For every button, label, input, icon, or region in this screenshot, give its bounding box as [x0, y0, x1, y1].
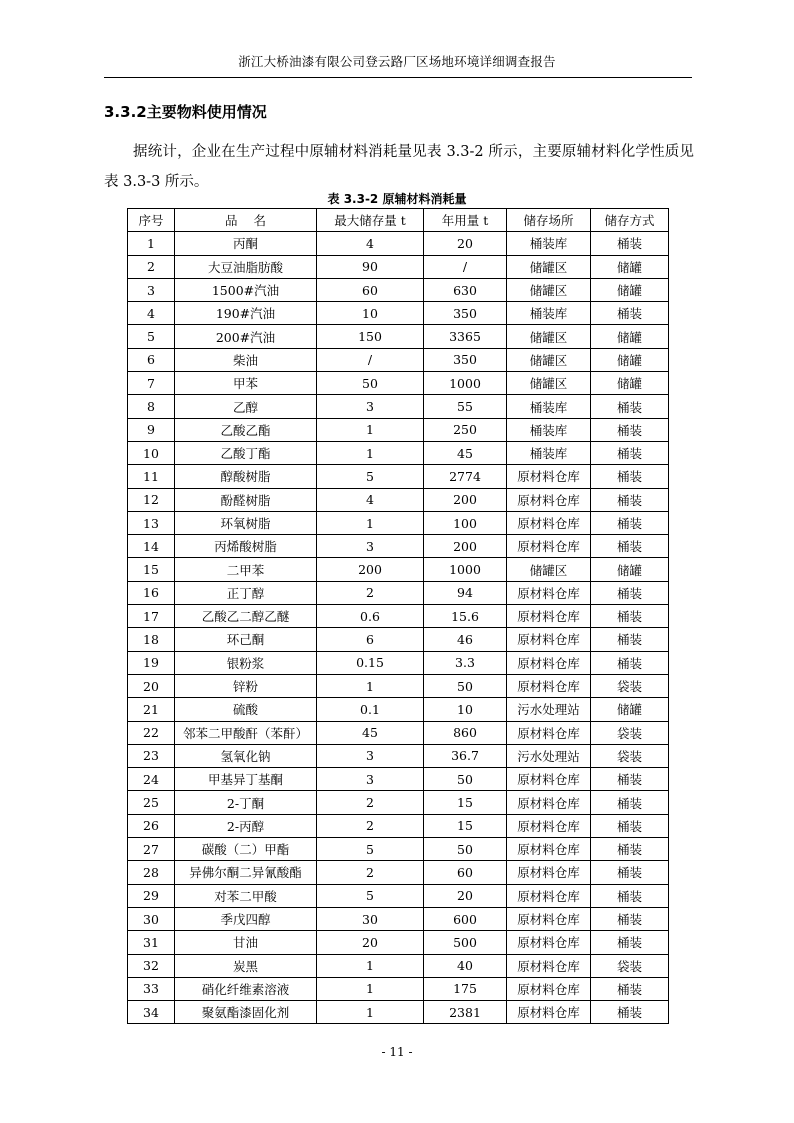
cell-serial: 32: [128, 954, 175, 977]
cell-serial: 21: [128, 698, 175, 721]
cell-storage-location: 储罐区: [507, 372, 591, 395]
cell-storage-location: 原材料仓库: [507, 768, 591, 791]
cell-storage-location: 储罐区: [507, 558, 591, 581]
cell-annual-usage: 20: [424, 884, 507, 907]
cell-annual-usage: 40: [424, 954, 507, 977]
cell-material-name: 锌粉: [175, 674, 317, 697]
cell-serial: 4: [128, 302, 175, 325]
cell-annual-usage: 2381: [424, 1001, 507, 1024]
table-row: [128, 232, 669, 255]
cell-storage-location: 原材料仓库: [507, 465, 591, 488]
cell-storage-method: 桶装: [591, 418, 669, 441]
cell-storage-location: 原材料仓库: [507, 511, 591, 534]
cell-annual-usage: 50: [424, 674, 507, 697]
cell-annual-usage: 200: [424, 488, 507, 511]
table-row: [128, 278, 669, 301]
cell-storage-location: 桶装库: [507, 418, 591, 441]
table-row: [128, 395, 669, 418]
cell-serial: 22: [128, 721, 175, 744]
cell-serial: 11: [128, 465, 175, 488]
cell-annual-usage: 350: [424, 348, 507, 371]
cell-material-name: 正丁醇: [175, 581, 317, 604]
cell-max-storage: 2: [317, 814, 424, 837]
cell-annual-usage: /: [424, 255, 507, 278]
table-row: [128, 838, 669, 861]
cell-storage-location: 原材料仓库: [507, 791, 591, 814]
cell-storage-method: 桶装: [591, 861, 669, 884]
cell-material-name: 丙烯酸树脂: [175, 535, 317, 558]
cell-max-storage: 50: [317, 372, 424, 395]
cell-serial: 16: [128, 581, 175, 604]
cell-serial: 30: [128, 907, 175, 930]
section-heading: 3.3.2主要物料使用情况: [104, 103, 267, 121]
cell-max-storage: 0.15: [317, 651, 424, 674]
cell-storage-method: 桶装: [591, 395, 669, 418]
cell-max-storage: 60: [317, 278, 424, 301]
cell-storage-location: 桶装库: [507, 232, 591, 255]
table-row: [128, 488, 669, 511]
table-row: [128, 441, 669, 464]
cell-serial: 29: [128, 884, 175, 907]
cell-storage-location: 原材料仓库: [507, 628, 591, 651]
cell-serial: 14: [128, 535, 175, 558]
cell-material-name: 190#汽油: [175, 302, 317, 325]
cell-material-name: 季戊四醇: [175, 907, 317, 930]
cell-max-storage: 1: [317, 441, 424, 464]
cell-storage-method: 桶装: [591, 977, 669, 1000]
column-header-storage-location: 储存场所: [507, 209, 591, 232]
cell-material-name: 氢氧化钠: [175, 744, 317, 767]
table-row: [128, 861, 669, 884]
table-row: [128, 605, 669, 628]
cell-storage-method: 袋装: [591, 954, 669, 977]
cell-material-name: 银粉浆: [175, 651, 317, 674]
cell-storage-method: 桶装: [591, 605, 669, 628]
table-row: [128, 511, 669, 534]
cell-serial: 28: [128, 861, 175, 884]
cell-annual-usage: 200: [424, 535, 507, 558]
cell-storage-method: 袋装: [591, 674, 669, 697]
cell-material-name: 1500#汽油: [175, 278, 317, 301]
table-row: [128, 628, 669, 651]
cell-storage-location: 原材料仓库: [507, 931, 591, 954]
cell-annual-usage: 60: [424, 861, 507, 884]
cell-serial: 26: [128, 814, 175, 837]
cell-storage-location: 原材料仓库: [507, 605, 591, 628]
cell-storage-location: 桶装库: [507, 302, 591, 325]
cell-serial: 15: [128, 558, 175, 581]
cell-annual-usage: 15: [424, 814, 507, 837]
table-row: [128, 931, 669, 954]
cell-annual-usage: 100: [424, 511, 507, 534]
table-row: [128, 535, 669, 558]
cell-storage-location: 原材料仓库: [507, 1001, 591, 1024]
cell-max-storage: 6: [317, 628, 424, 651]
cell-max-storage: 3: [317, 768, 424, 791]
table-row: [128, 348, 669, 371]
cell-max-storage: 1: [317, 954, 424, 977]
table-row: [128, 791, 669, 814]
cell-max-storage: 90: [317, 255, 424, 278]
cell-storage-location: 原材料仓库: [507, 977, 591, 1000]
table-row: [128, 698, 669, 721]
cell-annual-usage: 10: [424, 698, 507, 721]
cell-storage-location: 原材料仓库: [507, 581, 591, 604]
table-row: [128, 744, 669, 767]
cell-storage-method: 桶装: [591, 1001, 669, 1024]
cell-annual-usage: 3.3: [424, 651, 507, 674]
table-row: [128, 768, 669, 791]
cell-annual-usage: 860: [424, 721, 507, 744]
cell-storage-method: 桶装: [591, 465, 669, 488]
cell-serial: 8: [128, 395, 175, 418]
cell-max-storage: 150: [317, 325, 424, 348]
cell-storage-method: 桶装: [591, 907, 669, 930]
cell-annual-usage: 46: [424, 628, 507, 651]
cell-storage-method: 储罐: [591, 348, 669, 371]
table-row: [128, 814, 669, 837]
cell-max-storage: 20: [317, 931, 424, 954]
cell-material-name: 二甲苯: [175, 558, 317, 581]
cell-serial: 12: [128, 488, 175, 511]
table-row: [128, 977, 669, 1000]
cell-max-storage: 1: [317, 977, 424, 1000]
table-row: [128, 884, 669, 907]
cell-annual-usage: 600: [424, 907, 507, 930]
cell-material-name: 2-丁酮: [175, 791, 317, 814]
cell-storage-method: 桶装: [591, 488, 669, 511]
cell-material-name: 2-丙醇: [175, 814, 317, 837]
cell-storage-location: 桶装库: [507, 441, 591, 464]
cell-storage-location: 桶装库: [507, 395, 591, 418]
cell-serial: 31: [128, 931, 175, 954]
cell-serial: 25: [128, 791, 175, 814]
cell-storage-method: 储罐: [591, 278, 669, 301]
cell-max-storage: 5: [317, 838, 424, 861]
cell-annual-usage: 1000: [424, 558, 507, 581]
table-caption: 表 3.3-2 原辅材料消耗量: [327, 192, 467, 206]
cell-storage-method: 桶装: [591, 511, 669, 534]
cell-material-name: 硝化纤维素溶液: [175, 977, 317, 1000]
cell-material-name: 聚氨酯漆固化剂: [175, 1001, 317, 1024]
cell-storage-location: 原材料仓库: [507, 721, 591, 744]
cell-storage-method: 储罐: [591, 698, 669, 721]
cell-annual-usage: 55: [424, 395, 507, 418]
cell-annual-usage: 50: [424, 838, 507, 861]
cell-max-storage: 30: [317, 907, 424, 930]
cell-storage-method: 桶装: [591, 628, 669, 651]
cell-storage-method: 桶装: [591, 838, 669, 861]
table-row: [128, 651, 669, 674]
cell-storage-method: 储罐: [591, 372, 669, 395]
cell-material-name: 甘油: [175, 931, 317, 954]
cell-annual-usage: 1000: [424, 372, 507, 395]
cell-annual-usage: 175: [424, 977, 507, 1000]
cell-material-name: 炭黑: [175, 954, 317, 977]
page-number: - 11 -: [381, 1045, 413, 1059]
cell-max-storage: 10: [317, 302, 424, 325]
cell-serial: 6: [128, 348, 175, 371]
cell-storage-method: 桶装: [591, 581, 669, 604]
cell-material-name: 异佛尔酮二异氰酸酯: [175, 861, 317, 884]
cell-storage-location: 原材料仓库: [507, 884, 591, 907]
table-row: [128, 581, 669, 604]
cell-storage-method: 桶装: [591, 441, 669, 464]
table-row: [128, 255, 669, 278]
cell-storage-method: 袋装: [591, 721, 669, 744]
cell-storage-location: 储罐区: [507, 348, 591, 371]
cell-material-name: 200#汽油: [175, 325, 317, 348]
cell-serial: 24: [128, 768, 175, 791]
cell-material-name: 乙酸丁酯: [175, 441, 317, 464]
cell-storage-location: 污水处理站: [507, 744, 591, 767]
cell-annual-usage: 36.7: [424, 744, 507, 767]
cell-serial: 9: [128, 418, 175, 441]
cell-material-name: 硫酸: [175, 698, 317, 721]
cell-material-name: 丙酮: [175, 232, 317, 255]
cell-annual-usage: 3365: [424, 325, 507, 348]
cell-serial: 18: [128, 628, 175, 651]
cell-storage-location: 储罐区: [507, 255, 591, 278]
cell-serial: 17: [128, 605, 175, 628]
cell-storage-location: 原材料仓库: [507, 814, 591, 837]
column-header-storage-method: 储存方式: [591, 209, 669, 232]
cell-max-storage: 5: [317, 884, 424, 907]
table-row: [128, 558, 669, 581]
table-row: [128, 418, 669, 441]
table-row: [128, 907, 669, 930]
cell-annual-usage: 350: [424, 302, 507, 325]
cell-material-name: 酚醛树脂: [175, 488, 317, 511]
cell-material-name: 碳酸（二）甲酯: [175, 838, 317, 861]
table-row: [128, 1001, 669, 1024]
cell-storage-method: 桶装: [591, 651, 669, 674]
cell-max-storage: 200: [317, 558, 424, 581]
cell-storage-method: 储罐: [591, 325, 669, 348]
cell-max-storage: 1: [317, 674, 424, 697]
cell-annual-usage: 94: [424, 581, 507, 604]
cell-material-name: 乙酸乙酯: [175, 418, 317, 441]
cell-material-name: 柴油: [175, 348, 317, 371]
cell-serial: 1: [128, 232, 175, 255]
cell-max-storage: 2: [317, 791, 424, 814]
table-row: [128, 372, 669, 395]
cell-annual-usage: 2774: [424, 465, 507, 488]
cell-max-storage: 0.6: [317, 605, 424, 628]
cell-material-name: 甲基异丁基酮: [175, 768, 317, 791]
table-body: [128, 232, 669, 1024]
cell-max-storage: 1: [317, 1001, 424, 1024]
cell-serial: 13: [128, 511, 175, 534]
cell-max-storage: 3: [317, 535, 424, 558]
cell-storage-method: 桶装: [591, 931, 669, 954]
cell-max-storage: 3: [317, 744, 424, 767]
cell-storage-method: 桶装: [591, 814, 669, 837]
cell-material-name: 环己酮: [175, 628, 317, 651]
cell-storage-location: 原材料仓库: [507, 674, 591, 697]
cell-serial: 10: [128, 441, 175, 464]
cell-annual-usage: 250: [424, 418, 507, 441]
cell-storage-method: 袋装: [591, 744, 669, 767]
body-paragraph: 据统计，企业在生产过程中原辅材料消耗量见表 3.3-2 所示，主要原辅材料化学性质见表 3.3-3 所示。: [104, 144, 694, 190]
cell-storage-method: 桶装: [591, 232, 669, 255]
cell-storage-location: 原材料仓库: [507, 535, 591, 558]
cell-storage-location: 储罐区: [507, 278, 591, 301]
cell-serial: 2: [128, 255, 175, 278]
cell-material-name: 大豆油脂肪酸: [175, 255, 317, 278]
cell-max-storage: 1: [317, 511, 424, 534]
cell-material-name: 甲苯: [175, 372, 317, 395]
header-divider: [104, 77, 692, 78]
cell-storage-location: 原材料仓库: [507, 651, 591, 674]
cell-serial: 27: [128, 838, 175, 861]
cell-serial: 7: [128, 372, 175, 395]
materials-table: [127, 208, 669, 1024]
cell-material-name: 邻苯二甲酸酐（苯酐）: [175, 721, 317, 744]
table-row: [128, 674, 669, 697]
cell-serial: 20: [128, 674, 175, 697]
cell-max-storage: 4: [317, 488, 424, 511]
cell-max-storage: 3: [317, 395, 424, 418]
cell-annual-usage: 500: [424, 931, 507, 954]
cell-material-name: 乙醇: [175, 395, 317, 418]
cell-storage-location: 原材料仓库: [507, 907, 591, 930]
cell-max-storage: 4: [317, 232, 424, 255]
column-header-serial: 序号: [128, 209, 175, 232]
column-header-annual-usage: 年用量 t: [424, 209, 507, 232]
cell-max-storage: 2: [317, 581, 424, 604]
column-header-name: 品 名: [175, 209, 317, 232]
cell-annual-usage: 15: [424, 791, 507, 814]
cell-storage-location: 原材料仓库: [507, 488, 591, 511]
cell-max-storage: 0.1: [317, 698, 424, 721]
cell-storage-method: 储罐: [591, 558, 669, 581]
cell-serial: 5: [128, 325, 175, 348]
running-header: 浙江大桥油漆有限公司登云路厂区场地环境详细调查报告: [238, 54, 556, 69]
cell-storage-location: 原材料仓库: [507, 838, 591, 861]
cell-storage-method: 桶装: [591, 884, 669, 907]
cell-serial: 23: [128, 744, 175, 767]
table-row: [128, 302, 669, 325]
cell-storage-location: 污水处理站: [507, 698, 591, 721]
cell-annual-usage: 50: [424, 768, 507, 791]
table-row: [128, 465, 669, 488]
cell-material-name: 对苯二甲酸: [175, 884, 317, 907]
cell-serial: 3: [128, 278, 175, 301]
cell-serial: 33: [128, 977, 175, 1000]
cell-storage-location: 原材料仓库: [507, 954, 591, 977]
cell-storage-method: 桶装: [591, 791, 669, 814]
cell-annual-usage: 630: [424, 278, 507, 301]
table-row: [128, 721, 669, 744]
table-row: [128, 954, 669, 977]
cell-serial: 34: [128, 1001, 175, 1024]
cell-material-name: 乙酸乙二醇乙醚: [175, 605, 317, 628]
cell-annual-usage: 45: [424, 441, 507, 464]
cell-storage-method: 桶装: [591, 302, 669, 325]
cell-storage-location: 原材料仓库: [507, 861, 591, 884]
cell-annual-usage: 20: [424, 232, 507, 255]
cell-storage-method: 桶装: [591, 768, 669, 791]
cell-serial: 19: [128, 651, 175, 674]
cell-max-storage: 1: [317, 418, 424, 441]
cell-max-storage: 5: [317, 465, 424, 488]
cell-storage-method: 桶装: [591, 535, 669, 558]
table-header-row: [128, 209, 669, 232]
cell-material-name: 醇酸树脂: [175, 465, 317, 488]
cell-material-name: 环氧树脂: [175, 511, 317, 534]
table-row: [128, 325, 669, 348]
column-header-max-storage: 最大储存量 t: [317, 209, 424, 232]
cell-storage-location: 储罐区: [507, 325, 591, 348]
cell-max-storage: 45: [317, 721, 424, 744]
cell-max-storage: 2: [317, 861, 424, 884]
cell-storage-method: 储罐: [591, 255, 669, 278]
cell-max-storage: /: [317, 348, 424, 371]
cell-annual-usage: 15.6: [424, 605, 507, 628]
